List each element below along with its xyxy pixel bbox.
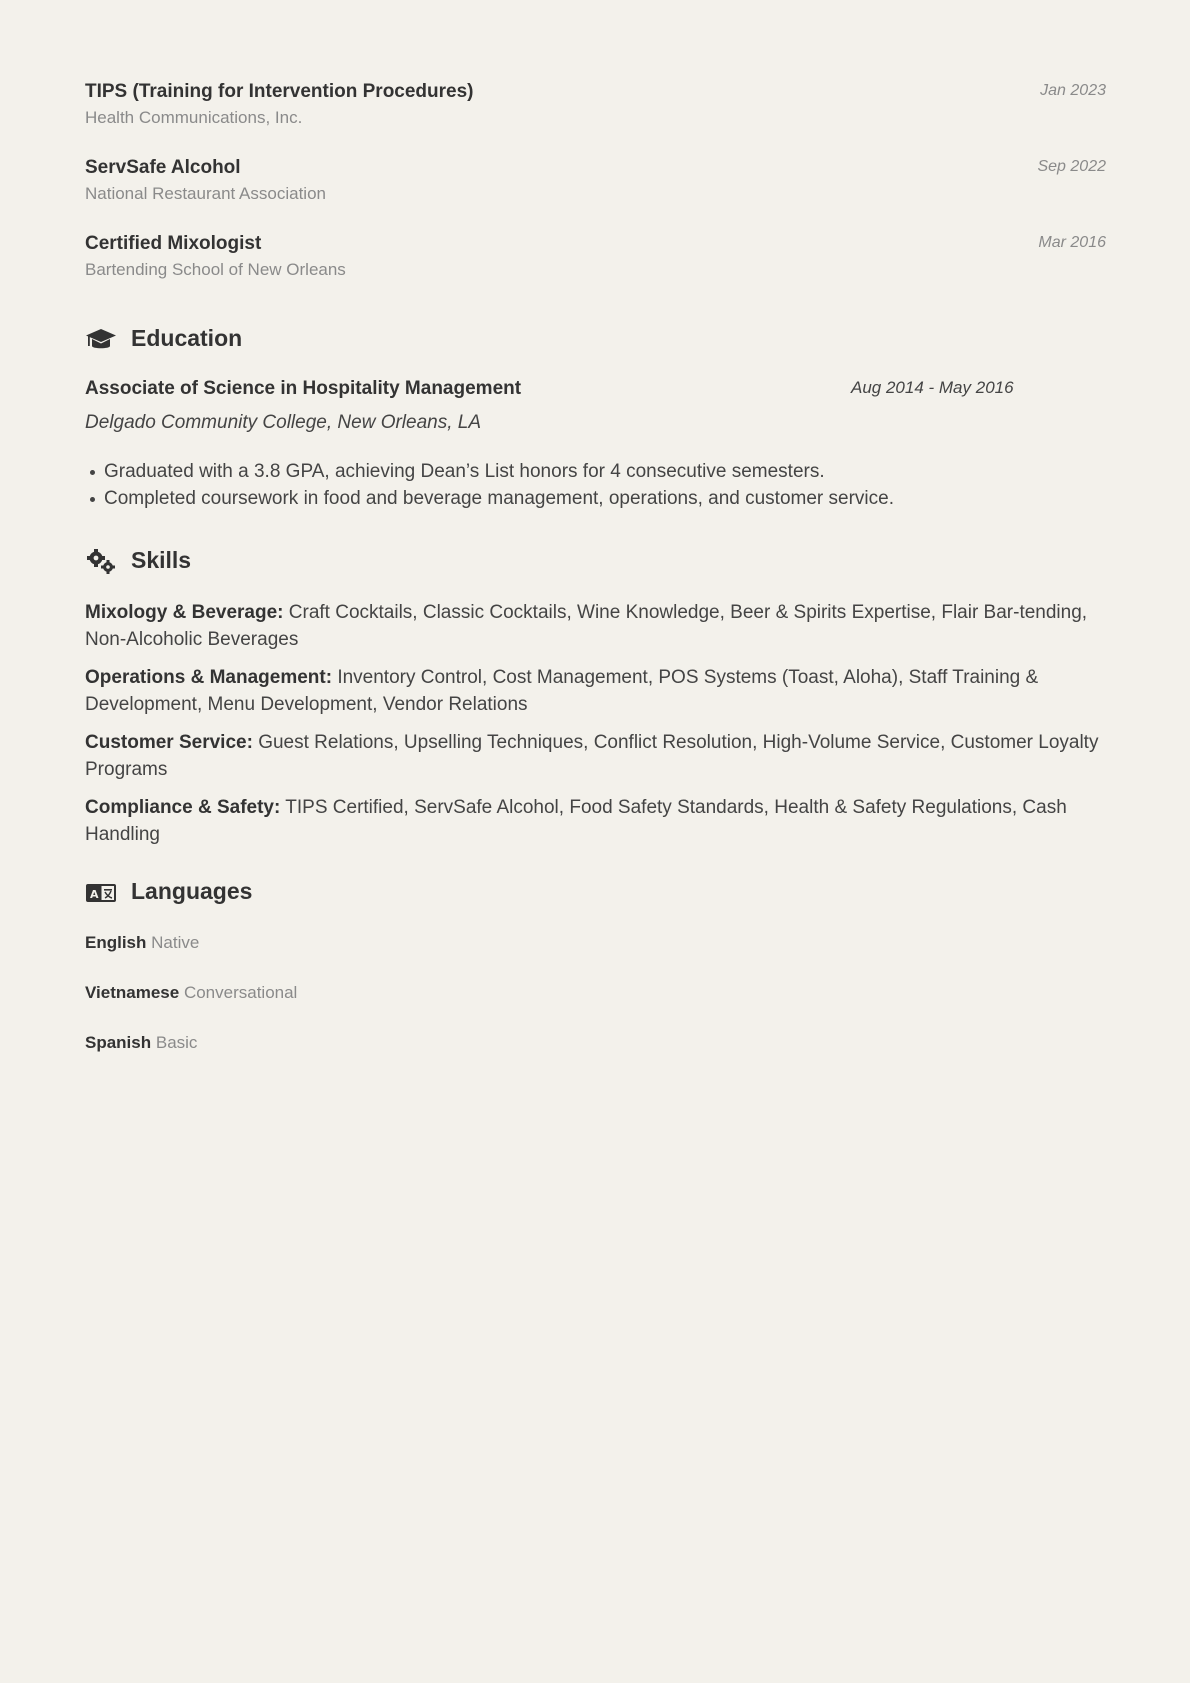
certification-item [85, 157, 1106, 211]
language-icon [85, 880, 117, 906]
svg-text:A: A [90, 888, 99, 901]
language-level: Basic [155, 1033, 198, 1052]
education-school: Delgado Community College, New Orleans, LA [85, 412, 482, 433]
certification-name: TIPS (Training for Intervention Procedures) [85, 81, 474, 102]
education-heading [85, 325, 685, 355]
skill-list: Guest Relations, Upselling Techniques, Conflict Resolution, High-Volume Service, Customer Loyalty Programs [85, 732, 1099, 780]
graduation-cap-icon [85, 327, 117, 353]
language-item [85, 1033, 197, 1053]
skills-heading [85, 547, 685, 577]
education-degree: Associate of Science in Hospitality Management [85, 378, 522, 399]
language-level: Conversational [183, 983, 298, 1002]
skill-group [85, 664, 1106, 718]
language-name: Vietnamese [85, 983, 180, 1002]
skill-list: Craft Cocktails, Classic Cocktails, Wine Knowledge, Beer & Spirits Expertise, Flair Bar-tending, Non-Alcoholic Beverages [85, 602, 1088, 650]
certification-issuer: Bartending School of New Orleans [85, 260, 346, 279]
skill-category: Mixology & Beverage: [85, 602, 284, 623]
education-bullets [85, 458, 1104, 512]
languages-heading [85, 878, 685, 908]
language-item [85, 983, 297, 1003]
certification-issuer: National Restaurant Association [85, 184, 326, 203]
skill-group [85, 599, 1106, 653]
certification-item [85, 233, 1106, 287]
language-item [85, 933, 199, 953]
skill-list: Inventory Control, Cost Management, POS Systems (Toast, Aloha), Staff Training & Development, Menu Development, Vendor Relations [85, 667, 1039, 715]
section-title: Skills [131, 547, 192, 573]
gears-icon [85, 549, 117, 575]
list-item: Completed coursework in food and beverage management, operations, and customer service. [104, 485, 1104, 512]
certification-date: Sep 2022 [1037, 158, 1106, 175]
language-name: Spanish [85, 1033, 152, 1052]
section-title: Languages [131, 878, 253, 904]
certification-date: Jan 2023 [1040, 82, 1106, 99]
language-name: English [85, 933, 147, 952]
language-level: Native [151, 933, 200, 952]
list-item: Graduated with a 3.8 GPA, achieving Dean’s List honors for 4 consecutive semesters. [104, 458, 1104, 485]
certification-item [85, 81, 1106, 135]
skill-category: Customer Service: [85, 732, 253, 753]
skill-group [85, 794, 1106, 848]
skill-list: TIPS Certified, ServSafe Alcohol, Food Safety Standards, Health & Safety Regulations, Cash Handling [85, 797, 1067, 845]
education-dates: Aug 2014 - May 2016 [851, 378, 1014, 397]
section-title: Education [131, 325, 243, 351]
skill-category: Operations & Management: [85, 667, 333, 688]
skill-category: Compliance & Safety: [85, 797, 281, 818]
certification-name: Certified Mixologist [85, 233, 262, 254]
certification-name: ServSafe Alcohol [85, 157, 241, 178]
certification-date: Mar 2016 [1038, 234, 1106, 251]
skill-group [85, 729, 1106, 783]
certification-issuer: Health Communications, Inc. [85, 108, 303, 127]
